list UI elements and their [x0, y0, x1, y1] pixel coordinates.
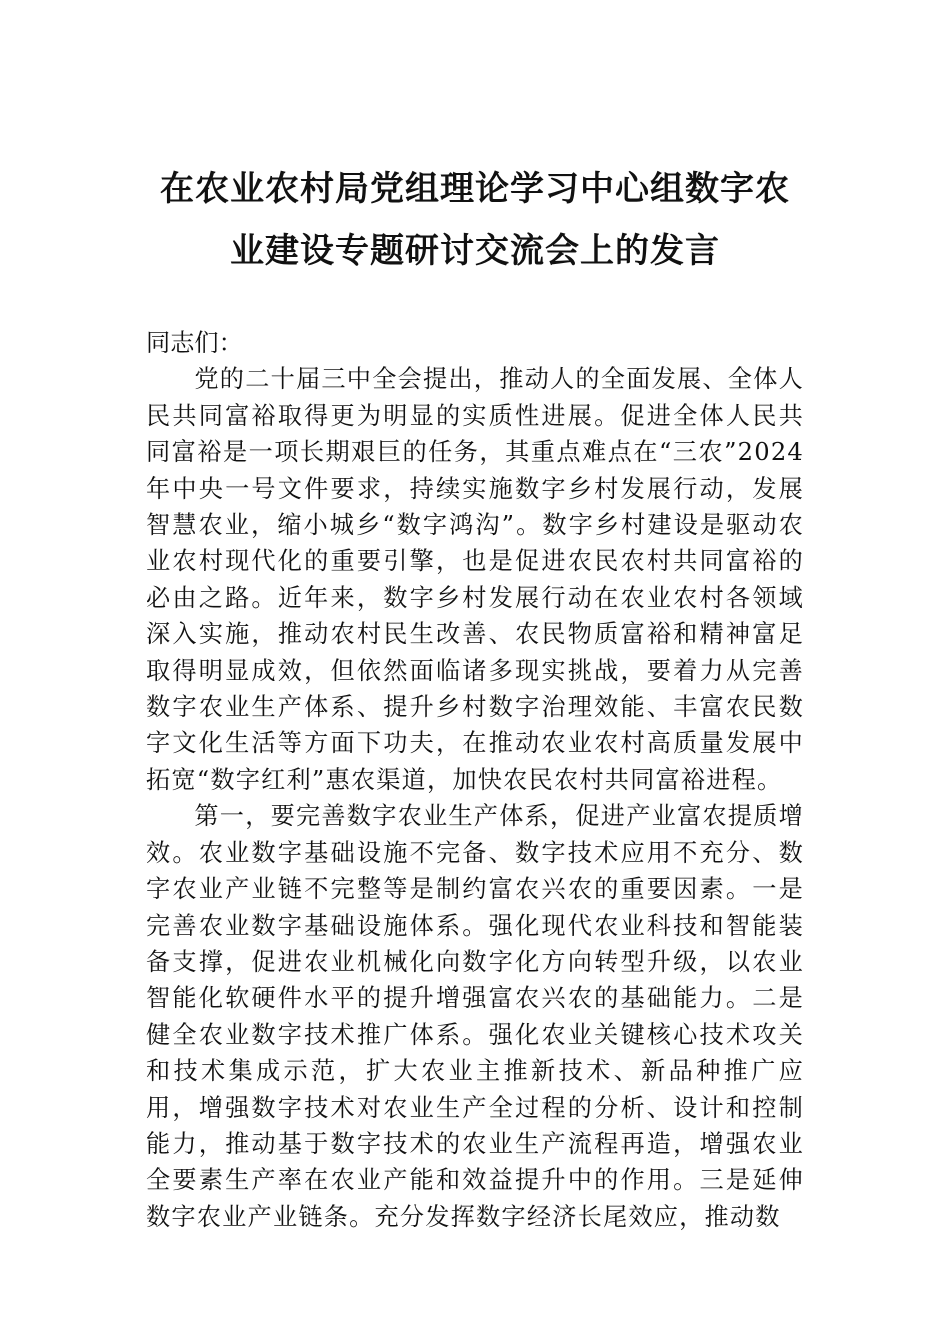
paragraph-2: 第一，要完善数字农业生产体系，促进产业富农提质增效。农业数字基础设施不完备、数字技术应用不充分、数字农业产业链不完整等是制约富农兴农的重要因素。一是完善农业数字基础设施体系。强化现代农业科技和智能装备支撑，促进农业机械化向数字化方向转型升级，以农业智能化软硬件水平的提升增强富农兴农的基础能力。二是健全农业数字技术推广体系。强化农业关键核心技术攻关和技术集成示范，扩大农业主推新技术、新品种推广应用，增强数字技术对农业生产全过程的分析、设计和控制能力，推动基于数字技术的农业生产流程再造，增强农业全要素生产率在农业产能和效益提升中的作用。三是延伸数字农业产业链条。充分发挥数字经济长尾效应，推动数	[146, 802, 804, 1231]
salutation: 同志们：	[146, 329, 243, 357]
title-line-1: 在农业农村局党组理论学习中心组数字农	[160, 169, 790, 209]
paragraph-1: 党的二十届三中全会提出，推动人的全面发展、全体人民共同富裕取得更为明显的实质性进展。促进全体人民共同富裕是一项长期艰巨的任务，其重点难点在“三农”2024年中央一号文件要求，持续实施数字乡村发展行动，发展智慧农业，缩小城乡“数字鸿沟”。数字乡村建设是驱动农业农村现代化的重要引擎，也是促进农民农村共同富裕的必由之路。近年来，数字乡村发展行动在农业农村各领域深入实施，推动农村民生改善、农民物质富裕和精神富足取得明显成效，但依然面临诸多现实挑战，要着力从完善数字农业生产体系、提升乡村数字治理效能、丰富农民数字文化生活等方面下功夫，在推动农业农村高质量发展中拓宽“数字红利”惠农渠道，加快农民农村共同富裕进程。	[146, 365, 804, 794]
document-title	[150, 158, 800, 282]
title-line-2: 业建设专题研讨交流会上的发言	[230, 231, 720, 271]
document-body	[146, 325, 804, 1235]
